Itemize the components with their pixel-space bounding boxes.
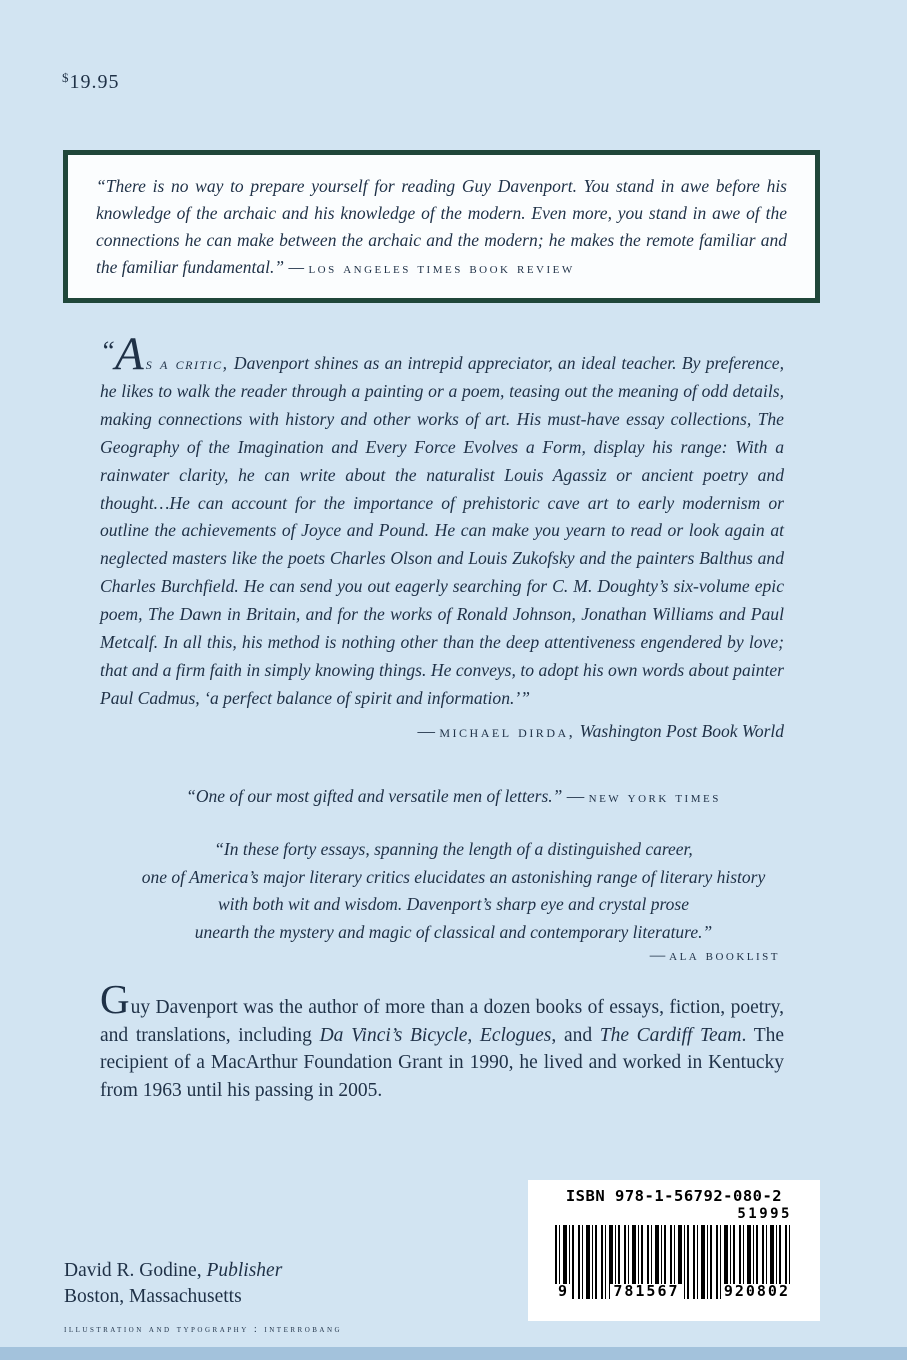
design-credit: illustration and typography : interrobang xyxy=(64,1324,343,1335)
reviewer-name: michael dirda, xyxy=(439,721,576,741)
barcode-digit-group: 920802 xyxy=(721,1284,793,1299)
barcode-panel xyxy=(528,1180,820,1321)
author-bio-paragraph xyxy=(100,976,785,1104)
ala-quote xyxy=(0,836,907,946)
dropcap-a: A xyxy=(115,328,144,380)
publisher-info xyxy=(64,1258,282,1310)
bio-text: uy Davenport was the author of more than a dozen books of essays, fiction, poetry, and translations, including xyxy=(100,997,784,1046)
publisher-location: Boston, Massachusetts xyxy=(64,1286,242,1307)
main-review xyxy=(100,328,785,742)
boxed-quote-paragraph xyxy=(96,173,787,282)
review-quote-box xyxy=(63,150,820,303)
publisher-name: David R. Godine, xyxy=(64,1260,207,1281)
boxed-quote-attribution: los angeles times book review xyxy=(308,260,575,277)
price-amount: 19.95 xyxy=(69,71,120,93)
isbn-number: ISBN 978-1-56792-080-2 xyxy=(565,1187,783,1205)
ala-quote-line: “In these forty essays, spanning the length of a distinguished career, xyxy=(214,839,693,859)
book-title: The Cardiff Team xyxy=(599,1024,742,1046)
main-review-paragraph xyxy=(100,328,785,713)
book-title: Da Vinci’s Bicycle xyxy=(319,1024,468,1046)
nyt-quote xyxy=(0,786,907,807)
ala-quote-line: unearth the mystery and magic of classical and contemporary literature.” xyxy=(194,921,713,942)
lead-smallcaps: s a critic, xyxy=(145,353,229,373)
ala-quote-line: with both wit and wisdom. Davenport’s sharp eye and crystal prose xyxy=(217,894,690,915)
bio-text: . The recipient of a MacArthur Foundation Grant in 1990, he lived and worked in Kentucky from 1963 until his passing in 2005. xyxy=(100,1024,785,1101)
author-bio xyxy=(100,976,785,1104)
attribution-dash: — xyxy=(288,257,305,277)
nyt-attribution: new york times xyxy=(588,789,721,806)
main-review-text: Davenport shines as an intrepid appreciator, an ideal teacher. By preference, he likes to walk the reader through a painting or a poem, teasing out the meaning of odd details, making connections with history and other works of art. His must-have essay collections, The Geography of the Imagination and Every Force Evolves a Form, display his range: With a rainwater clarity, he can write about the naturalist Louis Agassiz or ancient poetry and thought…He can account for the importance of prehistoric cave art to early modernism or outline the achievements of Joyce and Pound. He can make you yearn to read or look again at neglected masters like the poets Charles Olson and Louis Zukofsky and the painters Balthus and Charles Burchfield. He can send you out eagerly searching for C. M. Doughty’s six-volume epic poem, The Dawn in Britain, and for the works of Ronald Johnson, Jonathan Williams and Paul Metcalf. In all this, his method is nothing other than the deep attentiveness engendered by love; that and a firm faith in simply knowing things. He conveys, to adopt his own words about painter Paul Cadmus, ‘a perfect balance of spirit and information.’” xyxy=(100,353,785,708)
opening-quote-mark: “ xyxy=(100,336,116,366)
price xyxy=(62,70,120,94)
book-title: Eclogues xyxy=(479,1024,552,1046)
price-currency-symbol: $ xyxy=(62,70,70,85)
dropcap-g: G xyxy=(100,976,130,1022)
attribution-dash: — xyxy=(417,720,435,741)
barcode-digits xyxy=(555,1284,793,1299)
barcode-digit-group: 781567 xyxy=(610,1284,682,1299)
ala-quote-line: one of America’s major literary critics elucidates an astonishing range of literary history xyxy=(141,866,766,887)
publisher-name-line xyxy=(64,1258,282,1284)
bio-text: , xyxy=(467,1024,480,1046)
page-edge-strip xyxy=(0,1347,907,1360)
ala-attribution-text: ala booklist xyxy=(669,947,780,964)
ala-attribution xyxy=(650,947,780,965)
main-review-attribution xyxy=(100,721,784,742)
barcode-price-code: 51995 xyxy=(737,1206,792,1222)
barcode-digit-group: 9 xyxy=(555,1284,572,1299)
boxed-quote-text: “There is no way to prepare yourself for reading Guy Davenport. You stand in awe before his knowledge of the archaic and his knowledge of the modern. Even more, you stand in awe of the connections he can make between the archaic and the modern; he makes the remote familiar and the familiar fundamental.” xyxy=(96,176,787,277)
nyt-quote-text: “One of our most gifted and versatile men of letters.” xyxy=(186,786,563,806)
attribution-dash: — xyxy=(566,786,585,806)
attribution-dash: — xyxy=(649,947,666,964)
bio-text: , and xyxy=(551,1024,600,1046)
publisher-title: Publisher xyxy=(206,1260,283,1281)
review-source: Washington Post Book World xyxy=(579,720,784,741)
